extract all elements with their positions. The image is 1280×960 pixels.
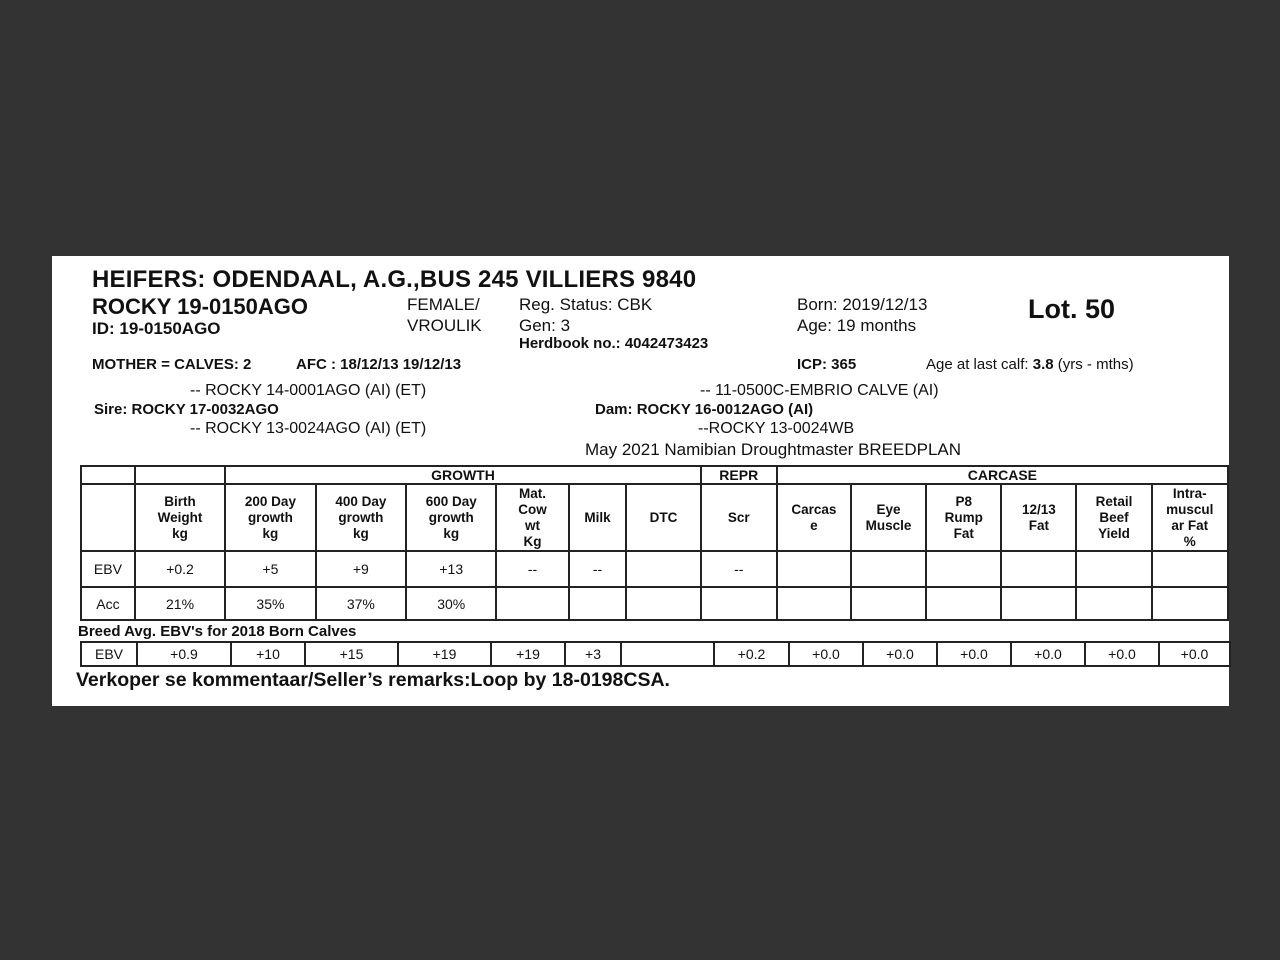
table-cell xyxy=(496,587,568,620)
table-cell xyxy=(1076,551,1151,587)
table-cell xyxy=(1076,587,1151,620)
table-cell: -- xyxy=(496,551,568,587)
herdbook-value: 4042473423 xyxy=(624,335,709,352)
afc: AFC : 18/12/13 19/12/13 xyxy=(296,356,462,373)
table-cell xyxy=(621,642,714,666)
col-12-13-fat: 12/13 Fat xyxy=(1001,484,1076,551)
sire-name: ROCKY 17-0032AGO xyxy=(131,401,279,418)
dam-sire: -- 11-0500C-EMBRIO CALVE (AI) xyxy=(700,382,939,399)
table-cell xyxy=(1152,587,1228,620)
table-cell xyxy=(1152,551,1228,587)
corner-cell xyxy=(81,466,135,484)
dam-name: ROCKY 16-0012AGO (AI) xyxy=(636,401,814,418)
table-cell xyxy=(1001,551,1076,587)
sex-line2: VROULIK xyxy=(407,316,482,335)
herdbook-number xyxy=(519,335,708,352)
breed-avg-title: Breed Avg. EBV's for 2018 Born Calves xyxy=(78,623,357,640)
col-400-day: 400 Day growth kg xyxy=(316,484,406,551)
table-row xyxy=(81,642,1230,666)
table-cell xyxy=(926,587,1001,620)
col-p8-rump-fat: P8 Rump Fat xyxy=(926,484,1001,551)
table-cell: +0.9 xyxy=(137,642,231,666)
table-cell xyxy=(701,587,777,620)
icp: ICP: 365 xyxy=(797,356,857,373)
ebv-table xyxy=(80,465,1229,621)
table-cell xyxy=(1001,587,1076,620)
age-last-calf-value: 3.8 xyxy=(1032,356,1054,373)
table-cell: +5 xyxy=(225,551,315,587)
table-cell: +9 xyxy=(316,551,406,587)
row-label: Acc xyxy=(81,587,135,620)
lot-number: Lot. 50 xyxy=(1028,294,1116,324)
table-cell: +3 xyxy=(565,642,621,666)
table-cell xyxy=(626,551,700,587)
table-cell xyxy=(569,587,627,620)
sire-dam: -- ROCKY 13-0024AGO (AI) (ET) xyxy=(190,420,427,437)
age: Age: 19 months xyxy=(797,316,917,335)
col-dtc: DTC xyxy=(626,484,700,551)
table-cell: 37% xyxy=(316,587,406,620)
table-cell: +0.0 xyxy=(1085,642,1159,666)
table-cell: +0.0 xyxy=(789,642,863,666)
age-last-calf-label: Age at last calf: xyxy=(926,356,1029,373)
table-cell xyxy=(926,551,1001,587)
age-last-calf xyxy=(926,356,1134,373)
col-mat-cow-wt: Mat. Cow wt Kg xyxy=(496,484,568,551)
header-blank xyxy=(81,484,135,551)
col-birth-weight: Birth Weight kg xyxy=(135,484,225,551)
table-cell: +19 xyxy=(491,642,565,666)
animal-id xyxy=(92,319,221,339)
col-200-day: 200 Day growth kg xyxy=(225,484,315,551)
table-cell xyxy=(777,587,851,620)
table-cell: +19 xyxy=(398,642,491,666)
table-cell: +0.0 xyxy=(863,642,937,666)
sale-lot-card xyxy=(52,256,1229,706)
dam-dam: --ROCKY 13-0024WB xyxy=(698,420,855,437)
table-cell: +0.2 xyxy=(714,642,789,666)
table-cell: +13 xyxy=(406,551,496,587)
group-carcase: CARCASE xyxy=(777,466,1228,484)
table-cell: 30% xyxy=(406,587,496,620)
sex-line1: FEMALE/ xyxy=(407,295,480,314)
table-cell xyxy=(851,587,926,620)
table-cell: 21% xyxy=(135,587,225,620)
row-label: EBV xyxy=(81,642,137,666)
group-header-row xyxy=(81,466,1228,484)
born-date: Born: 2019/12/13 xyxy=(797,295,928,314)
generation: Gen: 3 xyxy=(519,316,571,335)
reg-status: Reg. Status: CBK xyxy=(519,295,653,314)
table-cell xyxy=(626,587,700,620)
breed-avg-table xyxy=(80,641,1231,667)
column-header-row xyxy=(81,484,1228,551)
col-retail-beef-yield: Retail Beef Yield xyxy=(1076,484,1151,551)
table-row xyxy=(81,551,1228,587)
table-cell xyxy=(777,551,851,587)
herdbook-label: Herdbook no.: xyxy=(519,335,621,352)
row-label: EBV xyxy=(81,551,135,587)
seller-remarks: Verkoper se kommentaar/Seller’s remarks:Loop by 18-0198CSA. xyxy=(76,669,670,691)
table-cell: +15 xyxy=(305,642,398,666)
table-cell: +0.0 xyxy=(1159,642,1230,666)
col-carcase: Carcas e xyxy=(777,484,851,551)
table-row xyxy=(81,587,1228,620)
sire-label: Sire: xyxy=(94,401,128,418)
dam-label: Dam: xyxy=(595,401,633,418)
table-cell: -- xyxy=(701,551,777,587)
animal-name: ROCKY 19-0150AGO xyxy=(92,294,309,319)
breedplan-title: May 2021 Namibian Droughtmaster BREEDPLAN xyxy=(585,440,962,459)
sire-sire: -- ROCKY 14-0001AGO (AI) (ET) xyxy=(190,382,427,399)
id-label: ID: xyxy=(92,319,115,338)
blank-group-cell xyxy=(135,466,225,484)
group-growth: GROWTH xyxy=(225,466,700,484)
dam xyxy=(595,401,813,418)
table-cell: +10 xyxy=(231,642,305,666)
table-cell: -- xyxy=(569,551,627,587)
col-imf: Intra- muscul ar Fat % xyxy=(1152,484,1228,551)
id-value: 19-0150AGO xyxy=(119,319,221,338)
mother-calves: MOTHER = CALVES: 2 xyxy=(92,356,252,373)
age-last-calf-unit: (yrs - mths) xyxy=(1057,356,1134,373)
table-cell: +0.0 xyxy=(937,642,1011,666)
table-cell: 35% xyxy=(225,587,315,620)
sire xyxy=(94,401,279,418)
col-600-day: 600 Day growth kg xyxy=(406,484,496,551)
col-milk: Milk xyxy=(569,484,627,551)
table-cell: +0.0 xyxy=(1011,642,1085,666)
col-scr: Scr xyxy=(701,484,777,551)
header-title: HEIFERS: ODENDAAL, A.G.,BUS 245 VILLIERS 9840 xyxy=(92,266,697,293)
group-repr: REPR xyxy=(701,466,777,484)
table-cell xyxy=(851,551,926,587)
table-cell: +0.2 xyxy=(135,551,225,587)
col-eye-muscle: Eye Muscle xyxy=(851,484,926,551)
